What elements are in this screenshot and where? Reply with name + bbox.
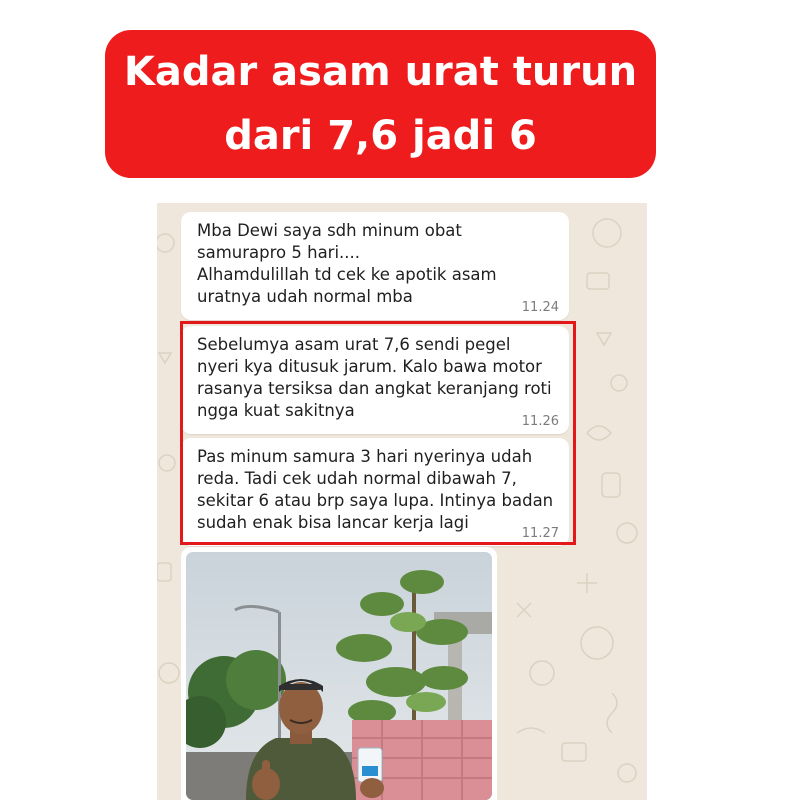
message-text: Mba Dewi saya sdh minum obat samurapro 5 hari.... Alhamdulillah td cek ke apotik asam uratnya udah normal mba [197,221,497,306]
message-text: Sebelumya asam urat 7,6 sendi pegel nyeri kya ditusuk jarum. Kalo bawa motor rasanya tersiksa dan angkat keranjang roti ngga kuat sakitnya [197,335,552,420]
headline-line-1: Kadar asam urat turun [123,49,638,95]
photo-illustration [186,552,492,800]
message-time: 11.26 [521,414,559,429]
message-time: 11.24 [521,300,559,315]
message-time: 11.27 [521,526,559,541]
highlight-box [180,321,576,545]
message-bubble [181,212,569,320]
photo-message-bubble[interactable] [181,547,497,800]
headline-banner [105,30,656,178]
message-text: Pas minum samura 3 hari nyerinya udah reda. Tadi cek udah normal dibawah 7, sekitar 6 atau brp saya lupa. Intinya badan sudah enak bisa lancar kerja lagi [197,447,554,532]
photo-of-man-holding-product-icon[interactable] [186,552,492,800]
headline-line-2: dari 7,6 jadi 6 [224,113,537,159]
